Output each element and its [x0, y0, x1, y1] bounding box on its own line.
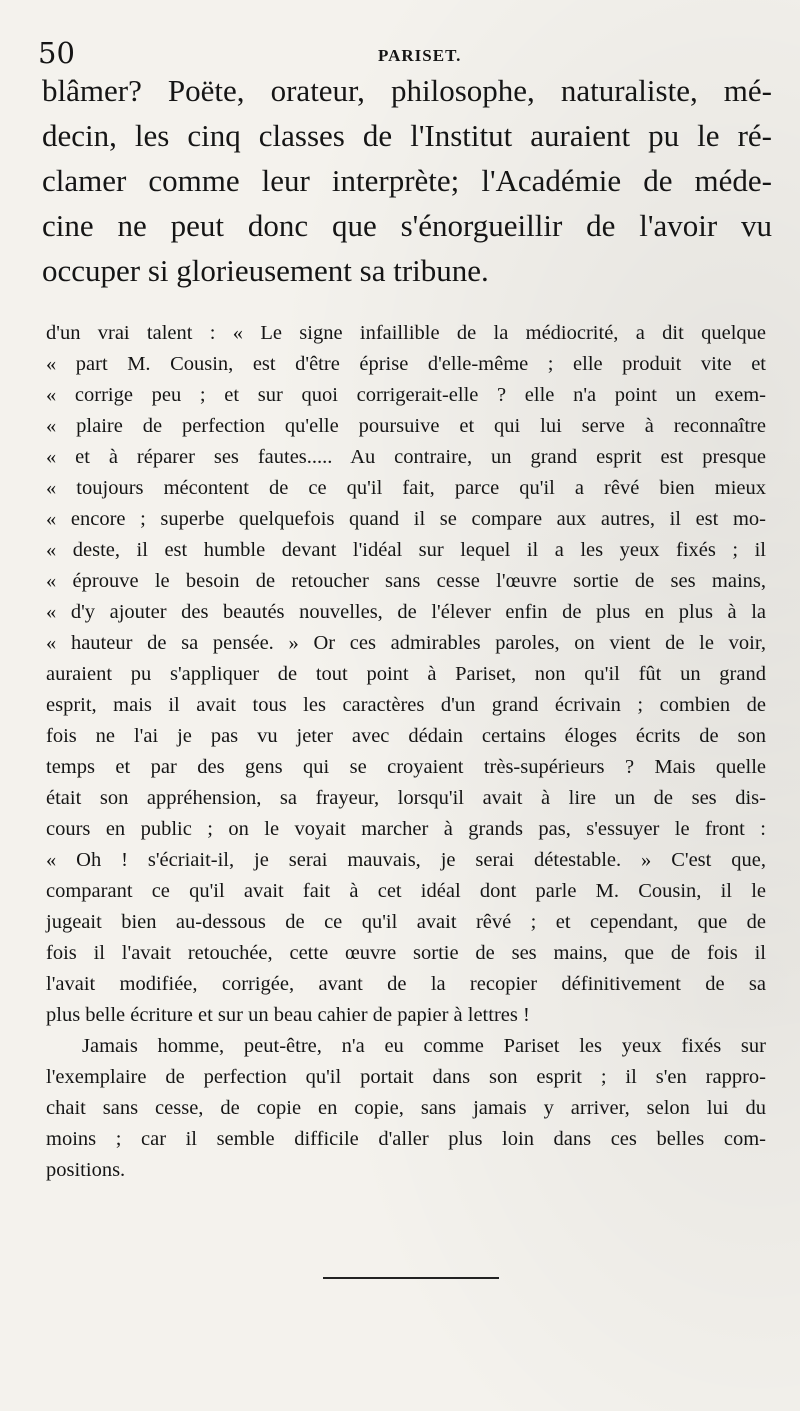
text-line: était son appréhension, sa frayeur, lorsqu'il avait à lire un de ses dis-	[46, 787, 766, 809]
text-line: « encore ; superbe quelquefois quand il se compare aux autres, il est mo-	[46, 508, 766, 530]
text-line: « d'y ajouter des beautés nouvelles, de l'élever enfin de plus en plus à la	[46, 601, 766, 623]
section-divider	[323, 1277, 499, 1279]
text-line: temps et par des gens qui se croyaient très-supérieurs ? Mais quelle	[46, 756, 766, 778]
text-line: fois ne l'ai je pas vu jeter avec dédain certains éloges écrits de son	[46, 725, 766, 747]
text-line: occuper si glorieusement sa tribune.	[42, 253, 489, 288]
text-line: chait sans cesse, de copie en copie, sans jamais y arriver, selon lui du	[46, 1097, 766, 1119]
text-line: auraient pu s'appliquer de tout point à Pariset, non qu'il fût un grand	[46, 663, 766, 685]
text-line: blâmer? Poëte, orateur, philosophe, naturaliste, mé-	[42, 73, 772, 108]
text-line: « corrige peu ; et sur quoi corrigerait-elle ? elle n'a point un exem-	[46, 384, 766, 406]
text-line: moins ; car il semble difficile d'aller plus loin dans ces belles com-	[46, 1128, 766, 1150]
small-text-body	[46, 318, 766, 1186]
text-line: « plaire de perfection qu'elle poursuive et qui lui serve à reconnaître	[46, 415, 766, 437]
text-line: « part M. Cousin, est d'être éprise d'elle-même ; elle produit vite et	[46, 353, 766, 375]
text-line: l'avait modifiée, corrigée, avant de la recopier définitivement de sa	[46, 973, 766, 995]
text-line: jugeait bien au-dessous de ce qu'il avait rêvé ; et cependant, que de	[46, 911, 766, 933]
text-line: « hauteur de sa pensée. » Or ces admirables paroles, on vient de le voir,	[46, 632, 766, 654]
text-line: « toujours mécontent de ce qu'il fait, parce qu'il a rêvé bien mieux	[46, 477, 766, 499]
running-head: PARISET.	[378, 46, 462, 65]
text-line: Jamais homme, peut-être, n'a eu comme Pariset les yeux fixés sur	[82, 1035, 766, 1057]
text-line: esprit, mais il avait tous les caractères d'un grand écrivain ; combien de	[46, 694, 766, 716]
text-line: « et à réparer ses fautes..... Au contraire, un grand esprit est presque	[46, 446, 766, 468]
text-line: « Oh ! s'écriait-il, je serai mauvais, je serai détestable. » C'est que,	[46, 849, 766, 871]
page-number: 50	[38, 36, 75, 70]
text-line: « éprouve le besoin de retoucher sans cesse l'œuvre sortie de ses mains,	[46, 570, 766, 592]
text-line: « deste, il est humble devant l'idéal sur lequel il a les yeux fixés ; il	[46, 539, 766, 561]
text-line: comparant ce qu'il avait fait à cet idéal dont parle M. Cousin, il le	[46, 880, 766, 902]
text-line: cine ne peut donc que s'énorgueillir de l'avoir vu	[42, 208, 772, 243]
text-line: clamer comme leur interprète; l'Académie de méde-	[42, 163, 772, 198]
text-line: decin, les cinq classes de l'Institut auraient pu le ré-	[42, 118, 772, 153]
text-line: cours en public ; on le voyait marcher à grands pas, s'essuyer le front :	[46, 818, 766, 840]
text-line: positions.	[46, 1159, 126, 1181]
text-line: l'exemplaire de perfection qu'il portait dans son esprit ; il s'en rappro-	[46, 1066, 766, 1088]
text-line: fois il l'avait retouchée, cette œuvre sortie de ses mains, que de fois il	[46, 942, 766, 964]
large-text-paragraph	[42, 68, 772, 293]
text-line: d'un vrai talent : « Le signe infaillible de la médiocrité, a dit quelque	[46, 322, 766, 344]
text-line: plus belle écriture et sur un beau cahier de papier à lettres !	[46, 1004, 530, 1026]
